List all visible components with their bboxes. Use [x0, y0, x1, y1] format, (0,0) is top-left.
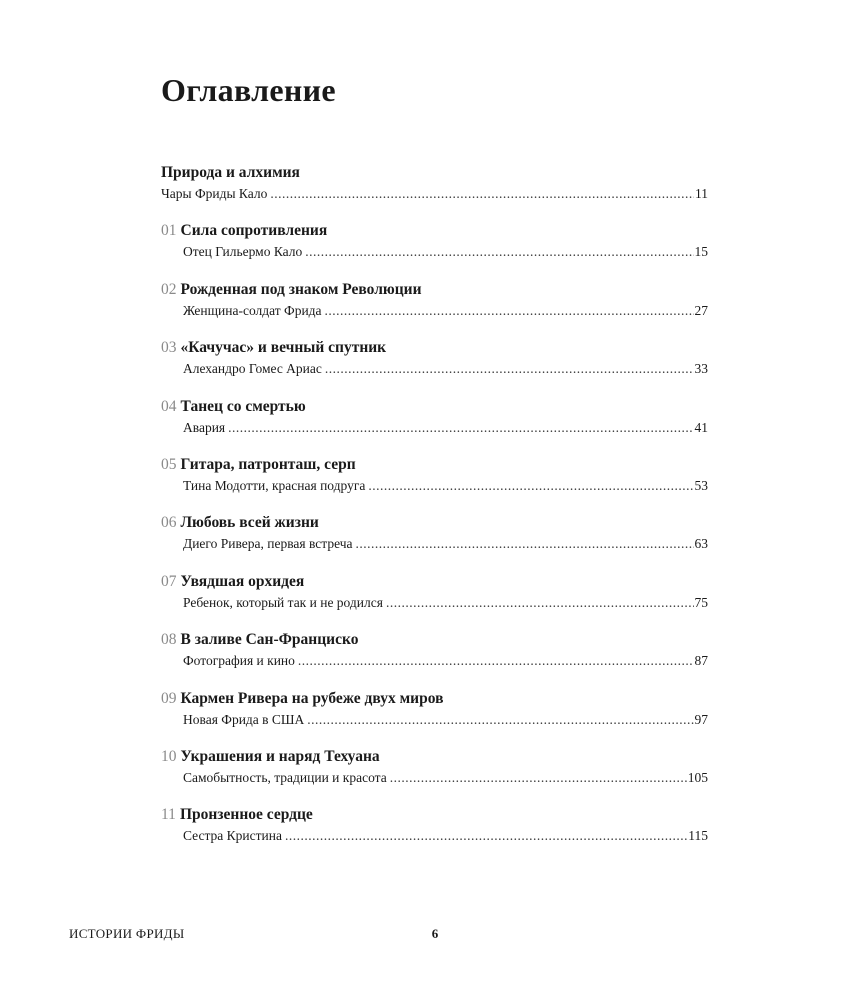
chapter-heading-text: Увядшая орхидея	[180, 572, 305, 590]
page-number: 6	[431, 926, 439, 941]
toc-entry-title: Фотография и кино	[183, 653, 295, 669]
toc-entry-title: Авария	[183, 419, 226, 435]
toc-chapter-entry	[161, 709, 708, 731]
toc-entry-title: Новая Фрида в США	[183, 711, 305, 727]
toc-chapter-heading	[161, 338, 708, 358]
toc-chapter	[161, 280, 708, 338]
toc-entry-title: Тина Модотти, красная подруга	[183, 477, 366, 493]
toc-chapter-entry	[161, 417, 708, 439]
toc-entry-page: 63	[694, 536, 708, 552]
dot-leader	[325, 300, 694, 322]
toc-chapter-entry	[161, 592, 708, 614]
chapter-heading-text: Любовь всей жизни	[180, 514, 319, 532]
dot-leader	[270, 183, 694, 205]
toc-intro-entry	[161, 183, 708, 205]
table-of-contents	[161, 163, 708, 864]
chapter-number: 04	[161, 397, 177, 415]
toc-entry-title: Сестра Кристина	[183, 828, 282, 844]
toc-chapter-entry	[161, 241, 708, 263]
chapter-number: 07	[161, 572, 177, 590]
toc-chapter-entry	[161, 475, 708, 497]
toc-entry-title: Алехандро Гомес Ариас	[183, 361, 322, 377]
chapter-number: 08	[161, 631, 177, 649]
chapter-heading-text: Рожденная под знаком Революции	[180, 280, 422, 298]
toc-chapter-heading	[161, 455, 708, 475]
toc-chapter	[161, 338, 708, 396]
toc-chapter	[161, 689, 708, 747]
toc-entry-page: 15	[694, 244, 708, 260]
chapter-heading-text: В заливе Сан-Франциско	[180, 631, 359, 649]
chapter-heading-text: Украшения и наряд Техуана	[180, 747, 380, 765]
toc-chapter-heading	[161, 630, 708, 650]
toc-chapter-heading	[161, 513, 708, 533]
toc-chapter-heading	[161, 280, 708, 300]
toc-chapter-list	[161, 221, 708, 863]
dot-leader	[307, 709, 693, 731]
toc-chapter-entry	[161, 533, 708, 555]
toc-entry-title: Диего Ривера, первая встреча	[183, 536, 353, 552]
toc-chapter	[161, 513, 708, 571]
dot-leader	[285, 825, 687, 847]
chapter-heading-text: Сила сопротивления	[180, 222, 328, 240]
chapter-number: 10	[161, 747, 177, 765]
toc-chapter-entry	[161, 650, 708, 672]
toc-chapter-heading	[161, 397, 708, 417]
toc-intro	[161, 163, 708, 221]
toc-chapter-heading	[161, 221, 708, 241]
toc-chapter-entry	[161, 358, 708, 380]
dot-leader	[305, 241, 693, 263]
toc-chapter-entry	[161, 300, 708, 322]
toc-chapter-entry	[161, 825, 708, 847]
dot-leader	[390, 767, 687, 789]
toc-entry-title: Чары Фриды Кало	[161, 186, 268, 201]
chapter-number: 02	[161, 280, 177, 298]
toc-chapter-heading	[161, 689, 708, 709]
chapter-number: 05	[161, 455, 177, 473]
dot-leader	[228, 417, 693, 439]
toc-chapter	[161, 455, 708, 513]
toc-chapter	[161, 572, 708, 630]
toc-entry-title: Ребенок, который так и не родился	[183, 594, 383, 610]
toc-entry-page: 105	[687, 769, 708, 785]
toc-entry-title: Отец Гильермо Кало	[183, 244, 303, 260]
toc-chapter-heading	[161, 805, 708, 825]
toc-entry-page: 33	[694, 361, 708, 377]
chapter-number: 03	[161, 339, 177, 357]
dot-leader	[298, 650, 694, 672]
toc-chapter	[161, 630, 708, 688]
chapter-heading-text: Гитара, патронташ, серп	[180, 455, 356, 473]
toc-entry-page: 53	[694, 477, 708, 493]
toc-chapter	[161, 397, 708, 455]
dot-leader	[368, 475, 693, 497]
toc-entry-page: 97	[694, 711, 708, 727]
toc-entry-title: Самобытность, традиции и красота	[183, 769, 387, 785]
chapter-number: 11	[161, 806, 176, 824]
toc-chapter-heading	[161, 572, 708, 592]
toc-entry-page: 87	[694, 653, 708, 669]
toc-entry-title: Женщина-солдат Фрида	[183, 302, 322, 318]
toc-entry-page: 115	[688, 828, 708, 844]
toc-chapter-heading	[161, 747, 708, 767]
dot-leader	[325, 358, 694, 380]
toc-chapter	[161, 805, 708, 863]
chapter-number: 09	[161, 689, 177, 707]
chapter-heading-text: «Качучас» и вечный спутник	[180, 339, 387, 357]
toc-entry-page: 27	[694, 302, 708, 318]
dot-leader	[386, 592, 694, 614]
chapter-number: 06	[161, 514, 177, 532]
toc-chapter	[161, 221, 708, 279]
toc-entry-page: 41	[694, 419, 708, 435]
chapter-heading-text: Танец со смертью	[180, 397, 306, 415]
toc-entry-page: 11	[695, 186, 708, 201]
toc-chapter	[161, 747, 708, 805]
chapter-heading-text: Кармен Ривера на рубеже двух миров	[180, 689, 444, 707]
toc-intro-heading: Природа и алхимия	[161, 164, 300, 181]
chapter-heading-text: Пронзенное сердце	[179, 806, 313, 824]
toc-entry-page: 75	[694, 594, 708, 610]
toc-chapter-entry	[161, 767, 708, 789]
chapter-number: 01	[161, 222, 177, 240]
page-title: Оглавление	[161, 72, 336, 108]
running-footer-title: ИСТОРИИ ФРИДЫ	[69, 926, 185, 941]
dot-leader	[356, 533, 694, 555]
